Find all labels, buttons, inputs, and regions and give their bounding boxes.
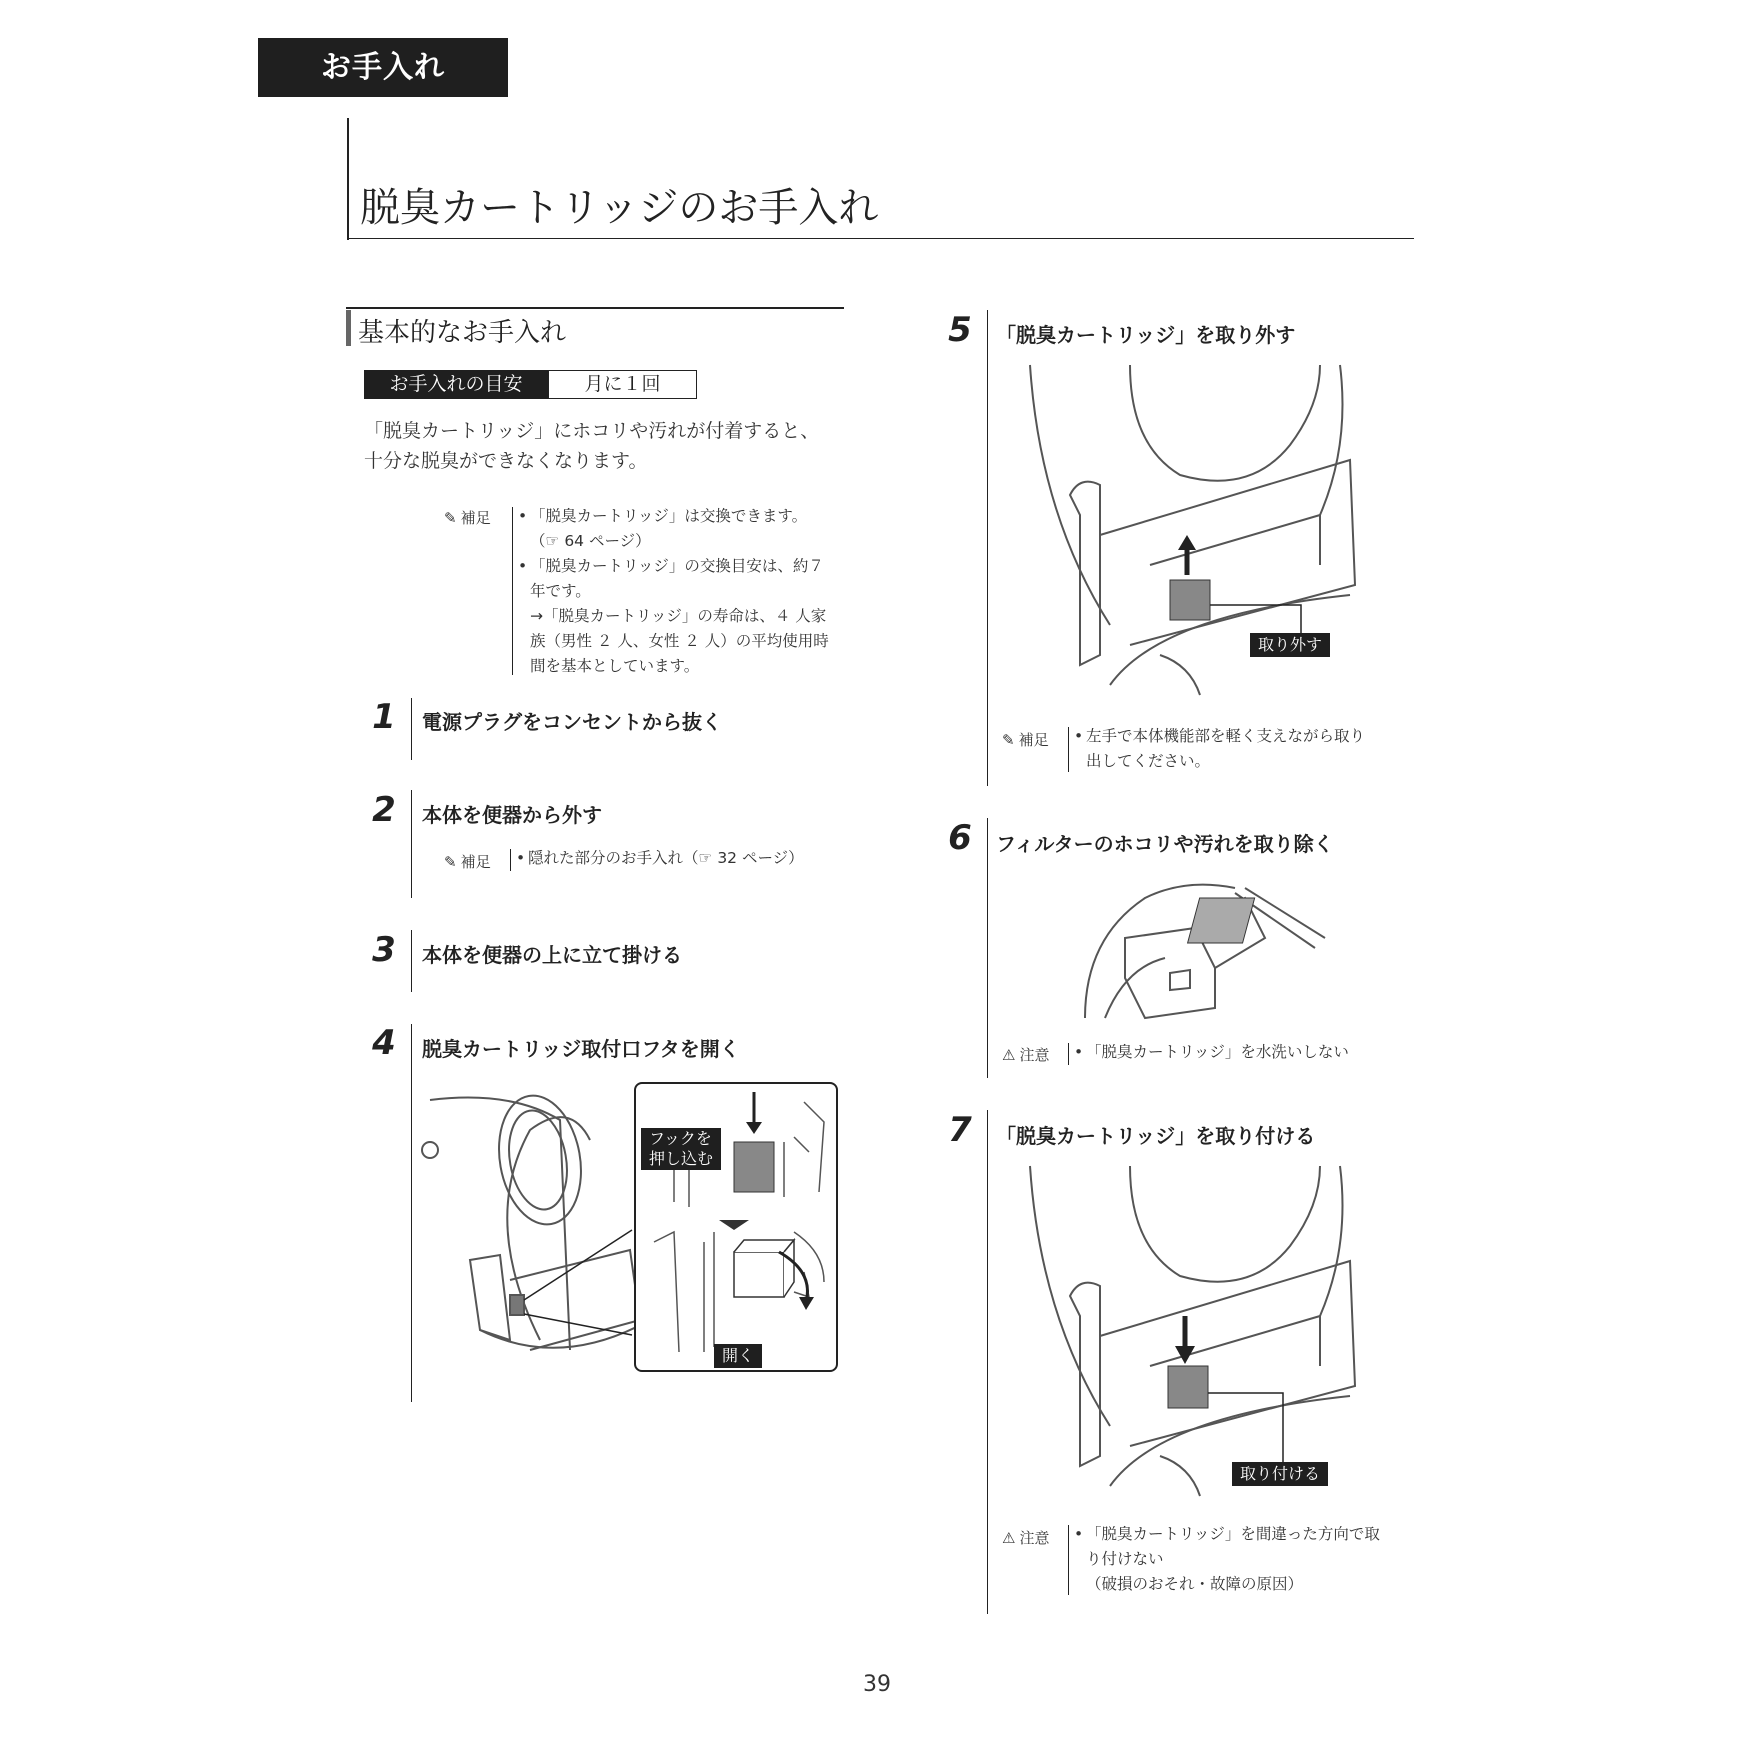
caution-label: ⚠ 注意 — [1002, 1529, 1050, 1547]
section-rule — [346, 307, 844, 309]
step-3-number: 3 — [372, 930, 396, 970]
caution-label: ⚠ 注意 — [1002, 1046, 1050, 1064]
step-3-rule — [411, 930, 412, 992]
pencil-icon: ✎ — [444, 509, 457, 527]
note-item: 出してください。 — [1086, 752, 1211, 770]
step-7-title: 「脱臭カートリッジ」を取り付ける — [996, 1124, 1316, 1148]
step-4-detail-drawing — [634, 1082, 838, 1372]
step-2-note — [516, 846, 846, 871]
callout-push-hook: フックを 押し込む — [641, 1128, 721, 1170]
note-item: • 「脱臭カートリッジ」は交換できます。 — [518, 504, 863, 529]
intro-line: 「脱臭カートリッジ」にホコリや汚れが付着すると、 — [364, 420, 820, 442]
step-7-rule — [987, 1110, 988, 1614]
step-3-title: 本体を便器の上に立て掛ける — [422, 943, 682, 967]
frequency-label: お手入れの目安 — [364, 370, 548, 399]
supplement-label: ✎ 補足 — [444, 509, 491, 527]
note-item: • 「脱臭カートリッジ」の交換目安は、約７ — [518, 554, 863, 579]
callout-open: 開く — [714, 1344, 762, 1368]
chapter-tab: お手入れ — [258, 38, 508, 97]
note-divider — [1068, 727, 1069, 772]
pencil-icon: ✎ — [1002, 731, 1015, 749]
step-1-number: 1 — [372, 697, 396, 737]
step-6-rule — [987, 818, 988, 1078]
step-2-rule — [411, 790, 412, 898]
step-7-caution — [1074, 1522, 1414, 1597]
step-4-rule — [411, 1024, 412, 1402]
caution-item: • 「脱臭カートリッジ」を水洗いしない — [1074, 1040, 1414, 1065]
step-1-title: 電源プラグをコンセントから抜く — [422, 710, 722, 734]
step-5-rule — [987, 310, 988, 786]
caution-item: • 「脱臭カートリッジ」を間違った方向で取 — [1074, 1522, 1414, 1547]
note-item: →「脱臭カートリッジ」の寿命は、４ 人家 — [530, 607, 827, 625]
step-6-number: 6 — [948, 818, 972, 858]
title-rule-vertical — [347, 118, 349, 240]
warning-icon: ⚠ — [1002, 1529, 1016, 1547]
step-5-title: 「脱臭カートリッジ」を取り外す — [996, 323, 1296, 347]
step-2-number: 2 — [372, 790, 396, 830]
note-divider — [512, 507, 513, 675]
step-6-caution — [1074, 1040, 1414, 1065]
intro-note — [518, 504, 863, 679]
note-item: 族（男性 ２ 人、女性 ２ 人）の平均使用時 — [530, 632, 829, 650]
intro-line: 十分な脱臭ができなくなります。 — [364, 450, 648, 472]
caution-item: り付けない — [1086, 1550, 1164, 1568]
note-item: • 隠れた部分のお手入れ（☞ 32 ページ） — [516, 846, 846, 871]
note-item: 間を基本としています。 — [530, 657, 700, 675]
step-4-title: 脱臭カートリッジ取付口フタを開く — [422, 1037, 740, 1061]
pencil-icon: ✎ — [444, 853, 457, 871]
note-divider — [510, 849, 511, 871]
step-7-number: 7 — [948, 1110, 972, 1150]
step-6-title: フィルターのホコリや汚れを取り除く — [996, 832, 1334, 856]
callout-attach: 取り付ける — [1232, 1462, 1328, 1486]
note-item: 年です。 — [530, 582, 591, 600]
step-6-illustration — [1085, 878, 1325, 1028]
section-bar — [346, 310, 351, 346]
page-title: 脱臭カートリッジのお手入れ — [360, 185, 879, 231]
note-item: • 左手で本体機能部を軽く支えながら取り — [1074, 724, 1414, 749]
title-rule-horizontal — [347, 238, 1414, 239]
supplement-label: ✎ 補足 — [444, 853, 491, 871]
callout-remove: 取り外す — [1250, 633, 1330, 657]
step-2-title: 本体を便器から外す — [422, 803, 602, 827]
step-5-note — [1074, 724, 1414, 774]
step-5-number: 5 — [948, 310, 972, 350]
note-divider — [1068, 1043, 1069, 1065]
intro-text — [364, 416, 864, 476]
caution-item: （破損のおそれ・故障の原因） — [1086, 1575, 1304, 1593]
page-number: 39 — [863, 1672, 891, 1697]
section-title: 基本的なお手入れ — [358, 318, 567, 348]
note-divider — [1068, 1525, 1069, 1595]
frequency-value: 月に１回 — [548, 370, 697, 399]
step-1-rule — [411, 698, 412, 760]
step-4-number: 4 — [372, 1023, 396, 1063]
step-7-illustration — [1020, 1166, 1380, 1496]
warning-icon: ⚠ — [1002, 1046, 1016, 1064]
supplement-label: ✎ 補足 — [1002, 731, 1049, 749]
note-item: （☞ 64 ページ） — [530, 532, 651, 550]
